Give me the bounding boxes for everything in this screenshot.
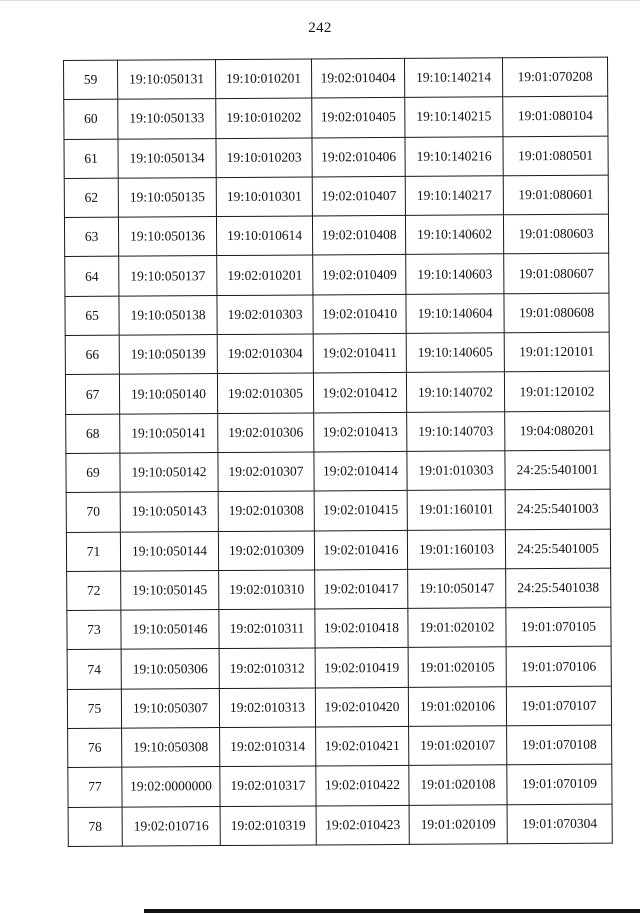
cadastral-number-cell: 19:02:010309 [218,531,314,571]
table-row [64,136,608,179]
cadastral-number-cell: 24:25:5401038 [506,568,611,608]
cadastral-number-cell: 19:10:050306 [121,649,219,689]
cadastral-number-cell: 19:01:020105 [408,647,506,687]
cadastral-number-cell: 19:10:140214 [404,58,502,98]
row-number-cell: 59 [64,60,118,100]
cadastral-number-cell: 19:10:050147 [408,569,506,609]
row-number-cell: 68 [66,414,120,454]
cadastral-number-cell: 19:10:050135 [118,177,216,217]
table-row [66,411,610,454]
cadastral-number-cell: 19:02:010408 [312,216,405,256]
row-number-cell: 76 [68,728,122,768]
cadastral-number-cell: 19:02:010317 [220,766,316,806]
row-number-cell: 62 [64,178,118,218]
cadastral-number-cell: 19:10:140215 [405,97,503,137]
cadastral-number-cell: 19:02:010417 [315,569,408,609]
cadastral-number-cell: 19:01:160101 [407,490,505,530]
cadastral-number-cell: 19:02:010416 [314,530,407,570]
cadastral-number-cell: 19:02:010311 [219,609,315,649]
cadastral-number-cell: 19:10:010201 [216,59,312,99]
row-number-cell: 65 [65,296,119,336]
row-number-cell: 71 [66,532,120,572]
cadastral-number-cell: 19:02:010404 [311,58,404,98]
table-row [68,804,612,847]
cadastral-number-cell: 19:01:070105 [506,607,611,647]
cadastral-number-cell: 19:10:050139 [119,335,217,375]
cadastral-number-cell: 19:01:120102 [504,372,609,412]
cadastral-number-cell: 19:10:050137 [119,256,217,296]
cadastral-number-cell: 19:01:070109 [507,765,612,805]
cadastral-number-cell: 19:10:140602 [405,215,503,255]
cadastral-number-cell: 19:01:080104 [503,96,608,136]
row-number-cell: 60 [64,99,118,139]
table-row [67,607,611,650]
cadastral-number-cell: 19:01:020106 [408,687,506,727]
cadastral-number-cell: 19:01:020107 [409,726,507,766]
cadastral-number-cell: 19:02:010418 [315,609,408,649]
cadastral-number-cell: 19:02:010307 [218,452,314,492]
cadastral-number-cell: 19:10:010202 [216,98,312,138]
cadastral-number-cell: 19:01:160103 [407,529,505,569]
cadastral-number-cell: 19:01:070107 [506,686,611,726]
table-row [66,489,610,532]
cadastral-number-cell: 19:10:050140 [119,374,217,414]
row-number-cell: 67 [65,375,119,415]
row-number-cell: 73 [67,610,121,650]
cadastral-number-cell: 19:01:020108 [409,765,507,805]
cadastral-number-cell: 19:02:010409 [313,255,406,295]
row-number-cell: 77 [68,767,122,807]
cadastral-number-cell: 19:01:020109 [409,804,507,844]
row-number-cell: 69 [66,453,120,493]
scan-edge [0,0,640,1]
cadastral-number-cell: 19:10:050138 [119,295,217,335]
cadastral-number-cell: 19:01:070208 [502,57,607,97]
cadastral-number-cell: 19:02:0000000 [122,767,220,807]
cadastral-number-cell: 19:02:010313 [219,688,315,728]
cadastral-number-cell: 19:02:010314 [220,727,316,767]
row-number-cell: 78 [68,807,122,847]
table-row [65,293,609,336]
cadastral-number-cell: 19:01:080501 [503,136,608,176]
table-body [64,57,613,846]
cadastral-number-cell: 19:02:010421 [316,726,409,766]
cadastral-number-cell: 19:10:050143 [120,492,218,532]
cadastral-number-cell: 19:01:080607 [504,254,609,294]
cadastral-number-cell: 24:25:5401005 [505,529,610,569]
cadastral-number-cell: 24:25:5401003 [505,489,610,529]
cadastral-number-cell: 19:10:140217 [405,176,503,216]
row-number-cell: 64 [65,257,119,297]
table-row [67,647,611,690]
cadastral-number-cell: 19:02:010308 [218,491,314,531]
table-row [64,214,608,257]
table-row [67,686,611,729]
cadastral-number-cell: 19:10:010203 [216,138,312,178]
row-number-cell: 61 [64,139,118,179]
cadastral-number-cell: 19:02:010415 [314,491,407,531]
cadastral-number-cell: 19:10:010301 [216,177,312,217]
cadastral-number-cell: 19:02:010412 [313,373,406,413]
cadastral-number-cell: 19:02:010303 [217,295,313,335]
row-number-cell: 75 [67,689,121,729]
table-row [64,57,608,100]
table-row [66,450,610,493]
cadastral-number-cell: 24:25:5401001 [505,450,610,490]
cadastral-number-cell: 19:02:010405 [312,98,405,138]
cadastral-table-container [63,57,612,850]
cadastral-number-cell: 19:10:050136 [118,217,216,257]
cadastral-number-cell: 19:01:070304 [507,804,612,844]
cadastral-number-cell: 19:02:010716 [122,806,220,846]
cadastral-number-cell: 19:02:010410 [313,294,406,334]
table-row [64,175,608,218]
cadastral-number-cell: 19:01:120101 [504,332,609,372]
row-number-cell: 63 [64,217,118,257]
cadastral-number-cell: 19:02:010310 [219,570,315,610]
cadastral-number-cell: 19:01:070106 [506,647,611,687]
row-number-cell: 74 [67,650,121,690]
cadastral-number-cell: 19:02:010201 [217,255,313,295]
cadastral-number-cell: 19:10:050307 [121,688,219,728]
table-row [68,725,612,768]
cadastral-number-cell: 19:04:080201 [505,411,610,451]
cadastral-number-cell: 19:02:010411 [313,333,406,373]
table-row [67,568,611,611]
cadastral-number-cell: 19:02:010420 [315,687,408,727]
cadastral-number-cell: 19:02:010306 [218,413,314,453]
cadastral-number-cell: 19:01:020102 [408,608,506,648]
row-number-cell: 72 [67,571,121,611]
row-number-cell: 70 [66,492,120,532]
cadastral-number-cell: 19:01:080603 [503,214,608,254]
cadastral-number-cell: 19:10:140604 [406,294,504,334]
cadastral-number-cell: 19:02:010407 [312,176,405,216]
cadastral-table [63,57,613,847]
table-row [65,372,609,415]
scan-bottom-edge [144,909,640,913]
cadastral-number-cell: 19:10:140216 [405,136,503,176]
cadastral-number-cell: 19:01:080608 [504,293,609,333]
cadastral-number-cell: 19:10:050141 [120,413,218,453]
cadastral-number-cell: 19:10:140703 [407,411,505,451]
cadastral-number-cell: 19:02:010419 [315,648,408,688]
cadastral-number-cell: 19:10:050133 [118,99,216,139]
cadastral-number-cell: 19:10:050308 [122,728,220,768]
cadastral-number-cell: 19:02:010422 [316,766,409,806]
cadastral-number-cell: 19:10:140605 [406,333,504,373]
cadastral-number-cell: 19:02:010304 [217,334,313,374]
cadastral-number-cell: 19:02:010413 [314,412,407,452]
cadastral-number-cell: 19:10:050131 [118,60,216,100]
cadastral-number-cell: 19:02:010414 [314,451,407,491]
cadastral-number-cell: 19:10:050144 [120,531,218,571]
cadastral-number-cell: 19:01:010303 [407,451,505,491]
page-number: 242 [308,20,332,36]
table-row [65,254,609,297]
row-number-cell: 66 [65,335,119,375]
cadastral-number-cell: 19:10:140702 [406,372,504,412]
cadastral-number-cell: 19:02:010305 [217,373,313,413]
table-row [64,96,608,139]
cadastral-number-cell: 19:10:050142 [120,453,218,493]
cadastral-number-cell: 19:02:010319 [220,806,316,846]
cadastral-number-cell: 19:10:050134 [118,138,216,178]
cadastral-number-cell: 19:02:010406 [312,137,405,177]
table-row [68,765,612,808]
cadastral-number-cell: 19:10:140603 [406,254,504,294]
cadastral-number-cell: 19:02:010423 [316,805,409,845]
cadastral-number-cell: 19:01:080601 [503,175,608,215]
table-row [65,332,609,375]
cadastral-number-cell: 19:10:050145 [121,570,219,610]
cadastral-number-cell: 19:10:010614 [216,216,312,256]
cadastral-number-cell: 19:02:010312 [219,648,315,688]
table-row [66,529,610,572]
cadastral-number-cell: 19:01:070108 [507,725,612,765]
cadastral-number-cell: 19:10:050146 [121,610,219,650]
